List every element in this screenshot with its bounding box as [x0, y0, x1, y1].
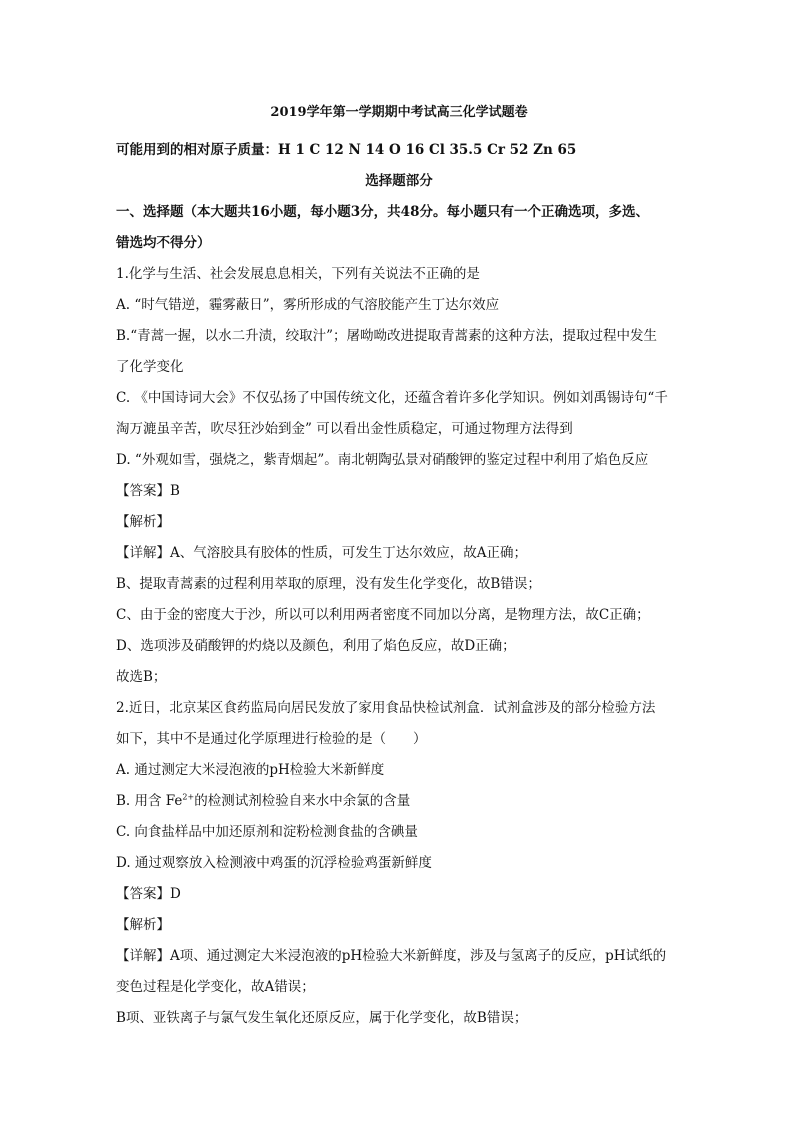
question-2: [116, 693, 682, 1034]
q1-detail-4: D、选项涉及硝酸钾的灼烧以及颜色，利用了焰色反应，故D正确；: [116, 638, 516, 654]
q2-option-b-charge: 2+: [182, 792, 195, 802]
document-page: [116, 104, 682, 1034]
q1-detail-1: 【详解】A、气溶胶具有胶体的性质，可发生丁达尔效应，故A正确；: [116, 545, 527, 561]
section-heading: 选择题部分: [365, 173, 433, 189]
q2-option-a: A. 通过测定大米浸泡液的pH检验大米新鲜度: [116, 762, 385, 778]
q2-answer: 【答案】D: [116, 886, 181, 902]
part-heading-line1: 一、选择题（本大题共16小题，每小题3分，共48分。每小题只有一个正确选项，多选、: [116, 204, 649, 220]
q1-option-b-line1: B.“青蒿一握，以水二升渍，绞取汁”；屠呦呦改进提取青蒿素的这种方法，提取过程中发生: [116, 328, 658, 344]
q2-analysis-label: 【解析】: [116, 917, 170, 933]
q2-option-b-prefix: B. 用含 Fe: [116, 793, 183, 809]
exam-title: 2019学年第一学期期中考试高三化学试题卷: [270, 105, 528, 120]
q1-stem: 1.化学与生活、社会发展息息相关，下列有关说法不正确的是: [116, 266, 480, 282]
q1-detail-2: B、提取青蒿素的过程利用萃取的原理，没有发生化学变化，故B错误；: [116, 576, 541, 592]
q1-analysis-label: 【解析】: [116, 514, 170, 530]
q2-option-b: [116, 786, 682, 817]
q1-answer: 【答案】B: [116, 483, 180, 499]
question-1: [116, 259, 682, 693]
part-heading-line2: 错选均不得分）: [116, 235, 211, 251]
q1-option-b-line2: 了化学变化: [116, 359, 184, 375]
q1-conclusion: 故选B；: [116, 669, 167, 685]
q2-option-b-suffix: 的检测试剂检验自来水中余氯的含量: [194, 793, 411, 809]
q2-stem-line1: 2.近日，北京某区食药监局向居民发放了家用食品快检试剂盒．试剂盒涉及的部分检验方法: [116, 700, 656, 716]
q2-option-d: D. 通过观察放入检测液中鸡蛋的沉浮检验鸡蛋新鲜度: [116, 855, 432, 871]
q1-option-c-line2: 淘万漉虽辛苦，吹尽狂沙始到金” 可以看出金性质稳定，可通过物理方法得到: [116, 421, 573, 437]
q2-detail-1-line2: 变色过程是化学变化，故A错误；: [116, 979, 315, 995]
q1-detail-3: C、由于金的密度大于沙，所以可以利用两者密度不同加以分离，是物理方法，故C正确；: [116, 607, 650, 623]
q1-option-a: A. “时气错逆，霾雾蔽日”，雾所形成的气溶胶能产生丁达尔效应: [116, 297, 500, 313]
q1-option-c-line1: C. 《中国诗词大会》不仅弘扬了中国传统文化，还蕴含着许多化学知识。例如刘禹锡诗句“千: [116, 390, 668, 406]
atomic-mass-line: 可能用到的相对原子质量：H 1 C 12 N 14 O 16 Cl 35.5 Cr 52 Zn 65: [116, 142, 577, 158]
q2-detail-2: B项、亚铁离子与氯气发生氧化还原反应，属于化学变化，故B错误；: [116, 1010, 528, 1026]
q2-detail-1-line1: 【详解】A项、通过测定大米浸泡液的pH检验大米新鲜度，涉及与氢离子的反应，pH试纸的: [116, 948, 667, 964]
q2-option-c: C. 向食盐样品中加还原剂和淀粉检测食盐的含碘量: [116, 824, 418, 840]
q1-option-d: D. “外观如雪，强烧之，紫青烟起”。南北朝陶弘景对硝酸钾的鉴定过程中利用了焰色反应: [116, 452, 649, 468]
q2-stem-line2: 如下，其中不是通过化学原理进行检验的是（ ）: [116, 731, 427, 747]
